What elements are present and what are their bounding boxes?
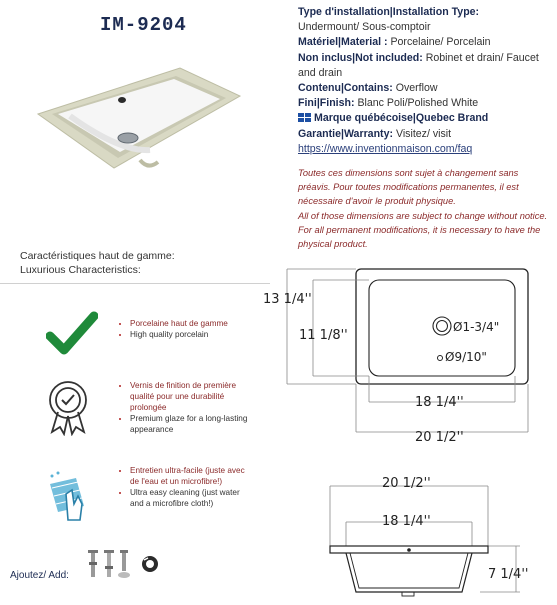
overflow-icon	[118, 97, 126, 103]
cleaning-cloth-icon	[44, 470, 94, 526]
feature-1	[120, 318, 254, 340]
brand-label: Marque québécoise|Quebec Brand	[314, 112, 489, 125]
pop-up-drain-icon	[88, 550, 98, 577]
feature-1-en: • High quality porcelain	[130, 329, 254, 340]
top-inner-width-label: 18 1/4''	[415, 395, 464, 410]
model-number: IM-9204	[100, 14, 187, 36]
drain-icon	[118, 133, 138, 143]
feature-3	[120, 465, 254, 509]
disclaimer-fr: Toutes ces dimensions sont sujet à changement sans préavis. Pour toutes modifications permanentes, il est nécessaire d'avoir le produit physique.	[298, 168, 519, 207]
type-value: Undermount/ Sous-comptoir	[298, 21, 431, 34]
front-view-diagram	[320, 466, 555, 602]
drain-diameter-label: Ø1-3/4"	[453, 320, 500, 334]
top-view-diagram	[255, 262, 555, 450]
finish-value: Blanc Poli/Polished White	[357, 97, 479, 110]
not-included-label: Non inclus|Not included:	[298, 51, 423, 64]
characteristics-heading	[20, 249, 175, 277]
type-label: Type d'installation|Installation Type:	[298, 6, 480, 18]
material-value: Porcelaine/ Porcelain	[390, 36, 491, 49]
divider	[0, 283, 270, 284]
characteristics-heading-fr: Caractéristiques haut de gamme:	[20, 250, 175, 262]
feature-2-en: • Premium glaze for a long-lasting appearance	[130, 413, 254, 435]
feature-3-en: • Ultra easy cleaning (just water and a microfibre cloth!)	[130, 487, 254, 509]
overflow-diameter-label: Ø9/10"	[445, 350, 487, 364]
overflow-ring-icon	[142, 556, 158, 572]
disclaimer	[298, 166, 548, 251]
contents-value: Overflow	[395, 82, 438, 95]
front-height-label: 7 1/4''	[488, 567, 529, 582]
characteristics-heading-en: Luxurious Characteristics:	[20, 264, 141, 276]
top-depth-label: 13 1/4''	[263, 292, 312, 307]
drain-symbol	[433, 317, 451, 335]
product-image	[30, 62, 260, 180]
feature-1-fr: • Porcelaine haut de gamme	[130, 318, 254, 329]
front-inner-width-label: 18 1/4''	[382, 514, 431, 529]
checkmark-icon	[46, 310, 98, 358]
specifications	[298, 5, 556, 157]
front-width-label: 20 1/2''	[382, 476, 431, 491]
quebec-flag-icon	[298, 113, 311, 122]
feature-2-fr: • Vernis de finition de première qualité pour une durabilité prolongée	[130, 380, 254, 413]
grid-drain-icon	[104, 550, 114, 577]
top-width-label: 20 1/2''	[415, 430, 464, 445]
top-inner-depth-label: 11 1/8''	[299, 328, 348, 343]
feature-3-fr: • Entretien ultra-facile (juste avec de l'eau et un microfibre!)	[130, 465, 254, 487]
warranty-value: Visitez/ visit	[395, 127, 452, 140]
drain-stopper-icon	[118, 550, 130, 578]
material-label: Matériel|Material :	[298, 36, 388, 49]
overflow-symbol	[438, 356, 443, 361]
warranty-link[interactable]: https://www.inventionmaison.com/faq	[298, 142, 473, 155]
warranty-label: Garantie|Warranty:	[298, 127, 393, 140]
award-ribbon-icon	[44, 378, 92, 436]
disclaimer-en: All of those dimensions are subject to change without notice. For all permanent modifications, it is necessary to have the physical product.	[298, 210, 548, 250]
feature-2	[120, 380, 254, 435]
finish-label: Fini|Finish:	[298, 97, 355, 110]
addon-drains[interactable]	[84, 548, 174, 584]
addons-label: Ajoutez/ Add:	[10, 570, 69, 581]
not-included-value: Robinet et drain/ Faucet and drain	[298, 51, 539, 79]
contents-label: Contenu|Contains:	[298, 82, 393, 95]
